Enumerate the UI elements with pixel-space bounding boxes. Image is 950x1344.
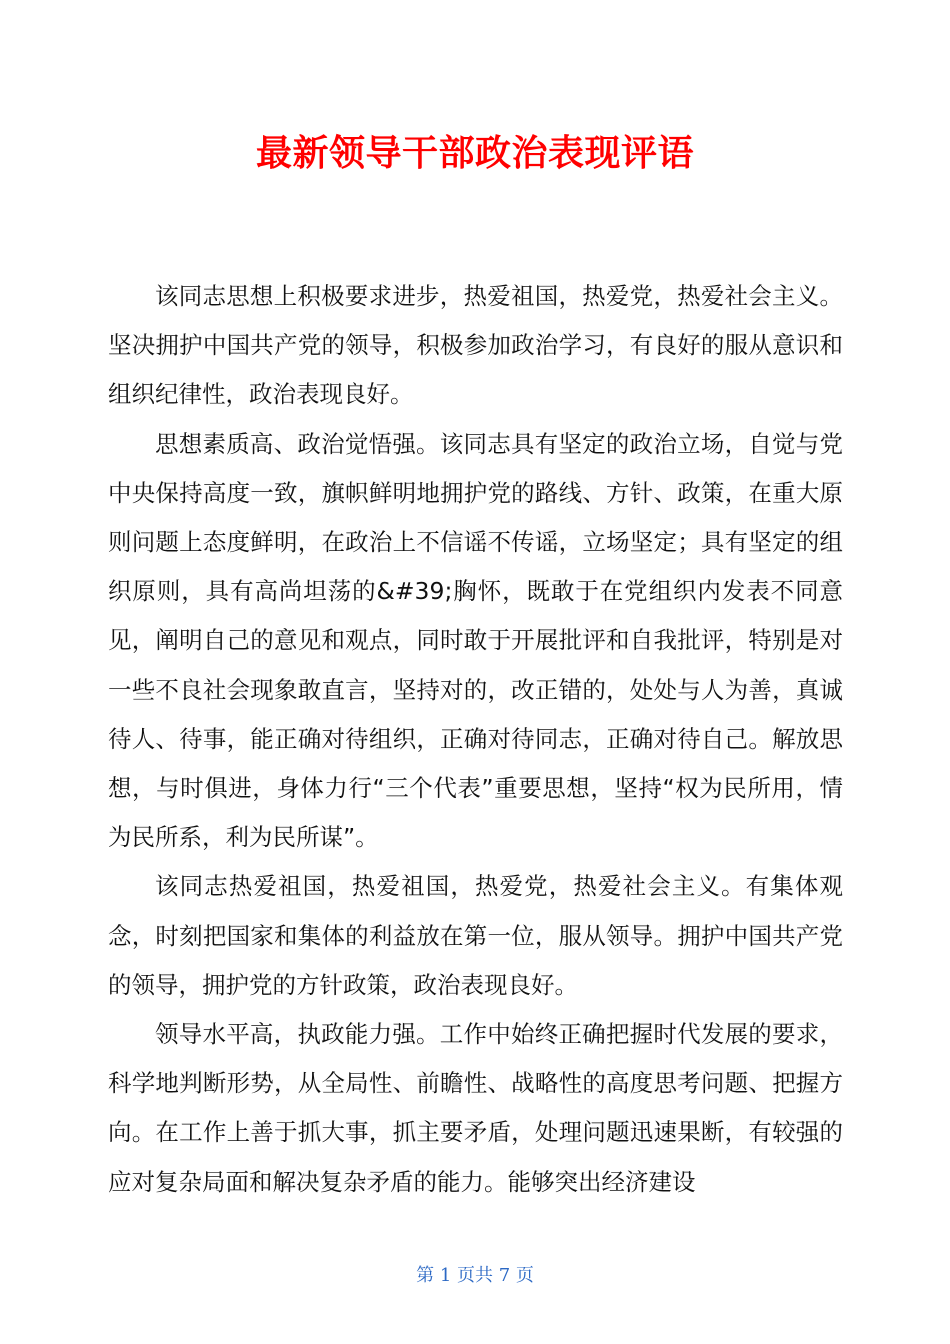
- paragraph: 该同志思想上积极要求进步，热爱祖国，热爱党，热爱社会主义。坚决拥护中国共产党的领导，积极参加政治学习，有良好的服从意识和组织纪律性，政治表现良好。: [108, 282, 843, 409]
- paragraph: 该同志热爱祖国，热爱祖国，热爱党，热爱社会主义。有集体观念，时刻把国家和集体的利益放在第一位，服从领导。拥护中国共产党的领导，拥护党的方针政策，政治表现良好。: [108, 872, 843, 999]
- document-body: [108, 272, 843, 1207]
- paragraph: 思想素质高、政治觉悟强。该同志具有坚定的政治立场，自觉与党中央保持高度一致，旗帜鲜明地拥护党的路线、方针、政策，在重大原则问题上态度鲜明，在政治上不信谣不传谣，立场坚定；具有坚定的组织原则，具有高尚坦荡的&#39;胸怀，既敢于在党组织内发表不同意见，阐明自己的意见和观点，同时敢于开展批评和自我批评，特别是对一些不良社会现象敢直言，坚持对的，改正错的，处处与人为善，真诚待人、待事，能正确对待组织，正确对待同志，正确对待自己。解放思想，与时俱进，身体力行“三个代表”重要思想，坚持“权为民所用，情为民所系，利为民所谋”。: [108, 429, 843, 852]
- page-indicator: 第 1 页共 7 页: [416, 1265, 534, 1286]
- paragraph: 领导水平高，执政能力强。工作中始终正确把握时代发展的要求，科学地判断形势，从全局性、前瞻性、战略性的高度思考问题、把握方向。在工作上善于抓大事，抓主要矛盾，处理问题迅速果断，有较强的应对复杂局面和解决复杂矛盾的能力。能够突出经济建设: [108, 1020, 843, 1196]
- document-title: 最新领导干部政治表现评语: [255, 133, 694, 175]
